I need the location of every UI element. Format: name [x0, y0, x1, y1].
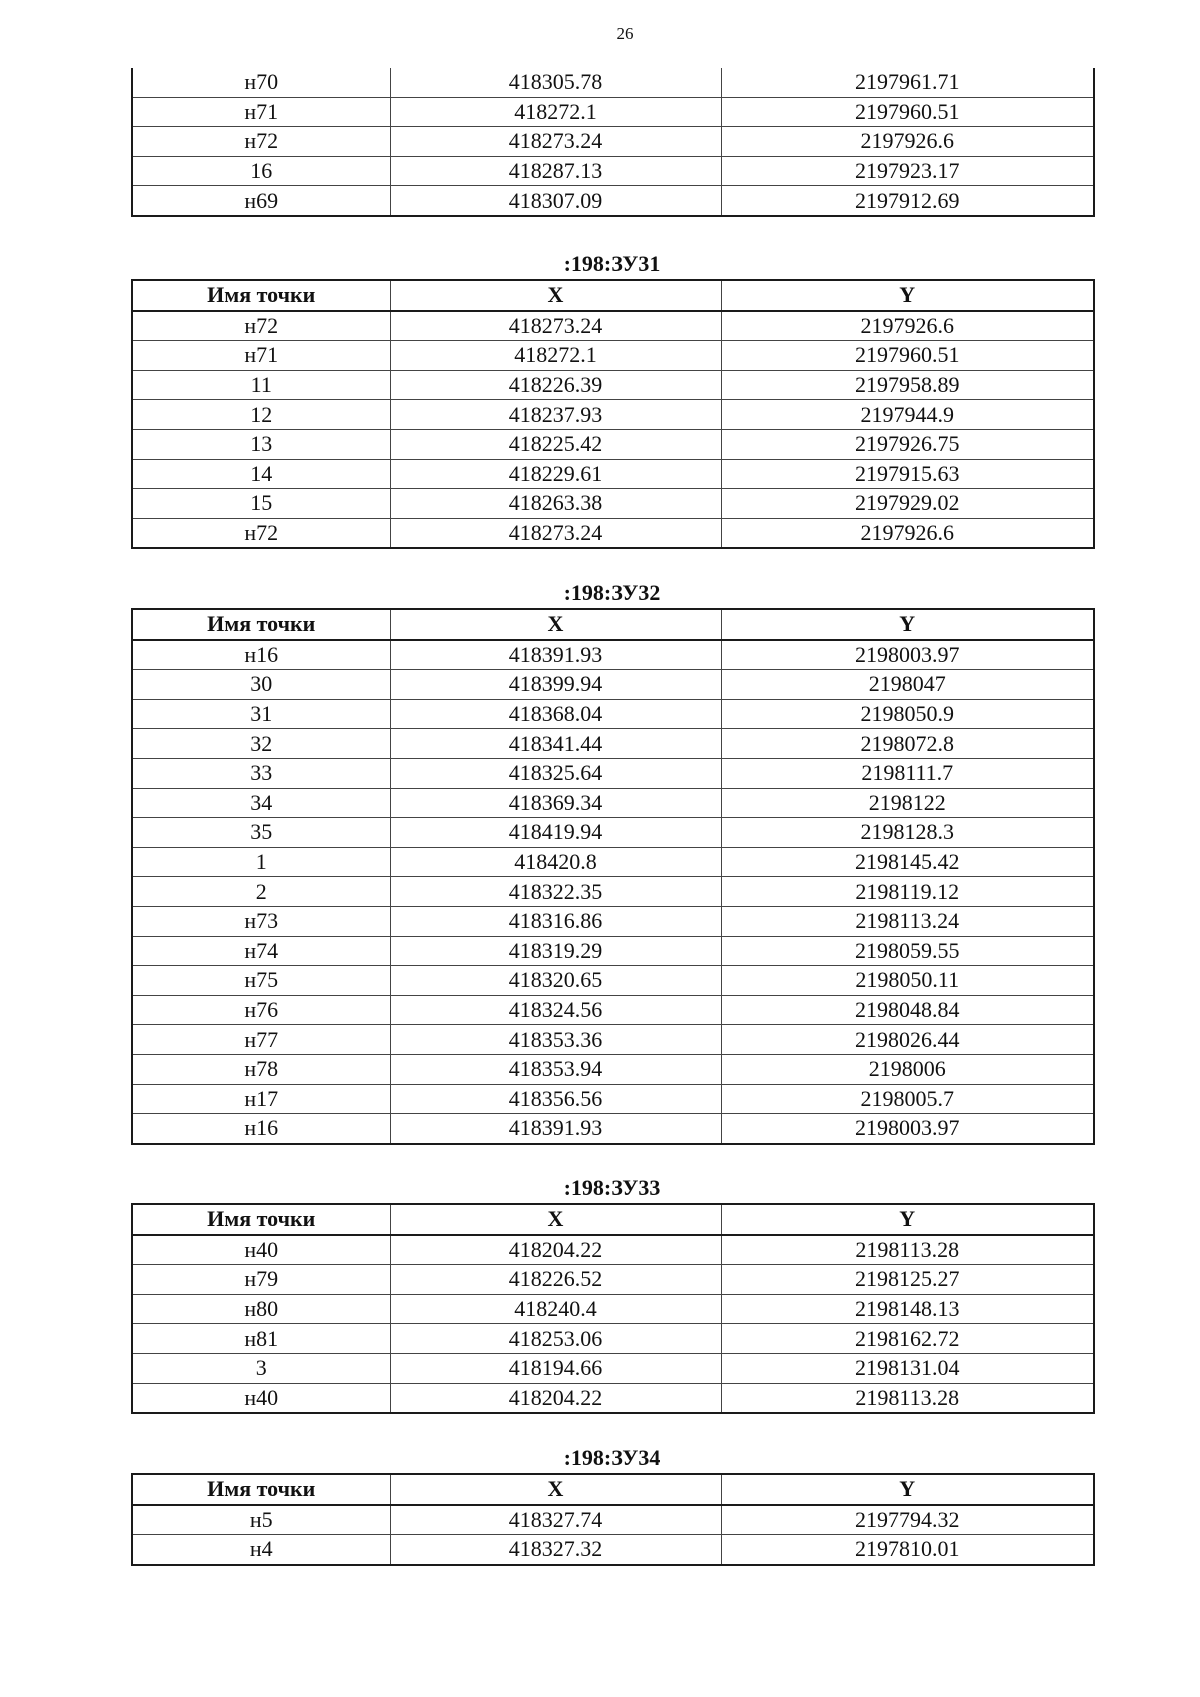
y-header: Y: [721, 609, 1094, 640]
y-coordinate-cell: 2197915.63: [721, 459, 1094, 489]
x-coordinate-cell: 418353.94: [390, 1054, 721, 1084]
y-coordinate-cell: 2198006: [721, 1054, 1094, 1084]
x-coordinate-cell: 418204.22: [390, 1383, 721, 1413]
point-name-cell: н16: [132, 640, 390, 670]
section-zu33: [131, 1173, 1093, 1414]
x-coordinate-cell: 418272.1: [390, 341, 721, 371]
x-coordinate-cell: 418273.24: [390, 127, 721, 157]
point-name-cell: 33: [132, 758, 390, 788]
y-coordinate-cell: 2197929.02: [721, 489, 1094, 519]
y-coordinate-cell: 2197926.6: [721, 518, 1094, 548]
table-row: [132, 1235, 1094, 1265]
continued-table-body: [132, 68, 1094, 216]
x-coordinate-cell: 418316.86: [390, 906, 721, 936]
y-coordinate-cell: 2198047: [721, 670, 1094, 700]
table-row: [132, 670, 1094, 700]
section-zu34: [131, 1443, 1093, 1566]
table-row: [132, 370, 1094, 400]
coordinates-table: [131, 1473, 1095, 1566]
x-coordinate-cell: 418272.1: [390, 97, 721, 127]
point-name-cell: н78: [132, 1054, 390, 1084]
x-coordinate-cell: 418399.94: [390, 670, 721, 700]
x-coordinate-cell: 418341.44: [390, 729, 721, 759]
y-coordinate-cell: 2198113.24: [721, 906, 1094, 936]
point-name-cell: н40: [132, 1383, 390, 1413]
y-coordinate-cell: 2198128.3: [721, 818, 1094, 848]
section-zu32: [131, 578, 1093, 1145]
y-header: Y: [721, 280, 1094, 311]
point-name-cell: н17: [132, 1084, 390, 1114]
y-header: Y: [721, 1474, 1094, 1505]
point-name-cell: 13: [132, 429, 390, 459]
y-coordinate-cell: 2197912.69: [721, 186, 1094, 216]
x-header: X: [390, 1474, 721, 1505]
table-row: [132, 1353, 1094, 1383]
table-row: [132, 156, 1094, 186]
table-row: [132, 906, 1094, 936]
y-coordinate-cell: 2197960.51: [721, 97, 1094, 127]
y-coordinate-cell: 2197961.71: [721, 68, 1094, 97]
x-coordinate-cell: 418369.34: [390, 788, 721, 818]
x-coordinate-cell: 418322.35: [390, 877, 721, 907]
coordinates-table: [131, 1203, 1095, 1414]
table-row: [132, 1054, 1094, 1084]
table-row: [132, 459, 1094, 489]
table-header-row: [132, 609, 1094, 640]
point-name-cell: 11: [132, 370, 390, 400]
x-coordinate-cell: 418273.24: [390, 311, 721, 341]
point-name-cell: 14: [132, 459, 390, 489]
y-coordinate-cell: 2198125.27: [721, 1265, 1094, 1295]
y-header: Y: [721, 1204, 1094, 1235]
point-name-cell: н71: [132, 341, 390, 371]
y-coordinate-cell: 2198119.12: [721, 877, 1094, 907]
point-name-cell: 16: [132, 156, 390, 186]
table-row: [132, 936, 1094, 966]
point-name-cell: н81: [132, 1324, 390, 1354]
x-coordinate-cell: 418324.56: [390, 995, 721, 1025]
x-coordinate-cell: 418391.93: [390, 640, 721, 670]
y-coordinate-cell: 2198048.84: [721, 995, 1094, 1025]
y-coordinate-cell: 2198162.72: [721, 1324, 1094, 1354]
table-header-row: [132, 1474, 1094, 1505]
x-coordinate-cell: 418287.13: [390, 156, 721, 186]
y-coordinate-cell: 2198113.28: [721, 1235, 1094, 1265]
coordinates-table: [131, 608, 1095, 1145]
point-name-cell: 31: [132, 699, 390, 729]
point-name-cell: н77: [132, 1025, 390, 1055]
point-name-cell: 1: [132, 847, 390, 877]
x-coordinate-cell: 418229.61: [390, 459, 721, 489]
x-coordinate-cell: 418273.24: [390, 518, 721, 548]
point-name-cell: н40: [132, 1235, 390, 1265]
table-row: [132, 186, 1094, 216]
point-name-cell: н75: [132, 966, 390, 996]
table-row: [132, 68, 1094, 97]
section-title: :198:ЗУ33: [563, 1175, 661, 1200]
x-coordinate-cell: 418327.32: [390, 1535, 721, 1565]
point-name-cell: н70: [132, 68, 390, 97]
x-coordinate-cell: 418204.22: [390, 1235, 721, 1265]
continued-coordinates-block: [131, 68, 1093, 217]
table-header-row: [132, 280, 1094, 311]
table-row: [132, 97, 1094, 127]
table-row: [132, 788, 1094, 818]
y-coordinate-cell: 2198005.7: [721, 1084, 1094, 1114]
table-row: [132, 127, 1094, 157]
y-coordinate-cell: 2197923.17: [721, 156, 1094, 186]
y-coordinate-cell: 2198003.97: [721, 1114, 1094, 1144]
x-coordinate-cell: 418391.93: [390, 1114, 721, 1144]
x-coordinate-cell: 418319.29: [390, 936, 721, 966]
y-coordinate-cell: 2197960.51: [721, 341, 1094, 371]
table-row: [132, 1025, 1094, 1055]
point-name-cell: н72: [132, 518, 390, 548]
y-coordinate-cell: 2198072.8: [721, 729, 1094, 759]
point-name-header: Имя точки: [132, 1474, 390, 1505]
point-name-cell: н76: [132, 995, 390, 1025]
table-header-row: [132, 1204, 1094, 1235]
y-coordinate-cell: 2198148.13: [721, 1294, 1094, 1324]
x-coordinate-cell: 418240.4: [390, 1294, 721, 1324]
x-coordinate-cell: 418420.8: [390, 847, 721, 877]
point-name-cell: 12: [132, 400, 390, 430]
point-name-cell: н80: [132, 1294, 390, 1324]
table-row: [132, 640, 1094, 670]
y-coordinate-cell: 2197794.32: [721, 1505, 1094, 1535]
point-name-cell: 35: [132, 818, 390, 848]
y-coordinate-cell: 2198113.28: [721, 1383, 1094, 1413]
section-zu31: [131, 249, 1093, 549]
x-coordinate-cell: 418368.04: [390, 699, 721, 729]
table-row: [132, 429, 1094, 459]
x-coordinate-cell: 418226.52: [390, 1265, 721, 1295]
continued-coordinates-table: [131, 68, 1095, 217]
y-coordinate-cell: 2197958.89: [721, 370, 1094, 400]
table-row: [132, 758, 1094, 788]
x-coordinate-cell: 418194.66: [390, 1353, 721, 1383]
table-row: [132, 1114, 1094, 1144]
table-row: [132, 518, 1094, 548]
table-row: [132, 1265, 1094, 1295]
point-name-cell: 32: [132, 729, 390, 759]
x-coordinate-cell: 418320.65: [390, 966, 721, 996]
point-name-cell: 15: [132, 489, 390, 519]
table-row: [132, 966, 1094, 996]
y-coordinate-cell: 2197926.75: [721, 429, 1094, 459]
section-title: :198:ЗУ34: [563, 1445, 661, 1470]
point-name-cell: н79: [132, 1265, 390, 1295]
table-row: [132, 489, 1094, 519]
x-coordinate-cell: 418325.64: [390, 758, 721, 788]
table-row: [132, 699, 1094, 729]
point-name-cell: 34: [132, 788, 390, 818]
point-name-cell: н16: [132, 1114, 390, 1144]
y-coordinate-cell: 2198122: [721, 788, 1094, 818]
table-row: [132, 311, 1094, 341]
section-title: :198:ЗУ31: [563, 251, 661, 276]
point-name-cell: н69: [132, 186, 390, 216]
x-coordinate-cell: 418226.39: [390, 370, 721, 400]
table-row: [132, 847, 1094, 877]
table-row: [132, 877, 1094, 907]
table-row: [132, 1084, 1094, 1114]
point-name-cell: н4: [132, 1535, 390, 1565]
point-name-cell: н72: [132, 311, 390, 341]
y-coordinate-cell: 2198050.9: [721, 699, 1094, 729]
x-coordinate-cell: 418263.38: [390, 489, 721, 519]
point-name-header: Имя точки: [132, 280, 390, 311]
y-coordinate-cell: 2197810.01: [721, 1535, 1094, 1565]
y-coordinate-cell: 2198111.7: [721, 758, 1094, 788]
x-coordinate-cell: 418353.36: [390, 1025, 721, 1055]
x-coordinate-cell: 418237.93: [390, 400, 721, 430]
point-name-cell: 2: [132, 877, 390, 907]
x-coordinate-cell: 418253.06: [390, 1324, 721, 1354]
y-coordinate-cell: 2197926.6: [721, 127, 1094, 157]
y-coordinate-cell: 2198131.04: [721, 1353, 1094, 1383]
table-row: [132, 1294, 1094, 1324]
table-row: [132, 1324, 1094, 1354]
table-row: [132, 729, 1094, 759]
page-number: 26: [616, 24, 634, 43]
x-coordinate-cell: 418419.94: [390, 818, 721, 848]
table-row: [132, 1505, 1094, 1535]
coordinates-table: [131, 279, 1095, 549]
y-coordinate-cell: 2198145.42: [721, 847, 1094, 877]
x-coordinate-cell: 418225.42: [390, 429, 721, 459]
point-name-header: Имя точки: [132, 609, 390, 640]
x-header: X: [390, 280, 721, 311]
y-coordinate-cell: 2197926.6: [721, 311, 1094, 341]
table-row: [132, 1535, 1094, 1565]
y-coordinate-cell: 2198059.55: [721, 936, 1094, 966]
table-row: [132, 1383, 1094, 1413]
point-name-cell: 30: [132, 670, 390, 700]
point-name-cell: н72: [132, 127, 390, 157]
table-row: [132, 400, 1094, 430]
point-name-cell: н73: [132, 906, 390, 936]
x-header: X: [390, 1204, 721, 1235]
table-row: [132, 818, 1094, 848]
table-row: [132, 341, 1094, 371]
x-coordinate-cell: 418327.74: [390, 1505, 721, 1535]
section-title: :198:ЗУ32: [563, 580, 661, 605]
point-name-cell: н74: [132, 936, 390, 966]
x-header: X: [390, 609, 721, 640]
point-name-cell: н5: [132, 1505, 390, 1535]
x-coordinate-cell: 418356.56: [390, 1084, 721, 1114]
x-coordinate-cell: 418307.09: [390, 186, 721, 216]
y-coordinate-cell: 2197944.9: [721, 400, 1094, 430]
y-coordinate-cell: 2198050.11: [721, 966, 1094, 996]
y-coordinate-cell: 2198026.44: [721, 1025, 1094, 1055]
table-row: [132, 995, 1094, 1025]
point-name-cell: 3: [132, 1353, 390, 1383]
point-name-header: Имя точки: [132, 1204, 390, 1235]
y-coordinate-cell: 2198003.97: [721, 640, 1094, 670]
point-name-cell: н71: [132, 97, 390, 127]
x-coordinate-cell: 418305.78: [390, 68, 721, 97]
